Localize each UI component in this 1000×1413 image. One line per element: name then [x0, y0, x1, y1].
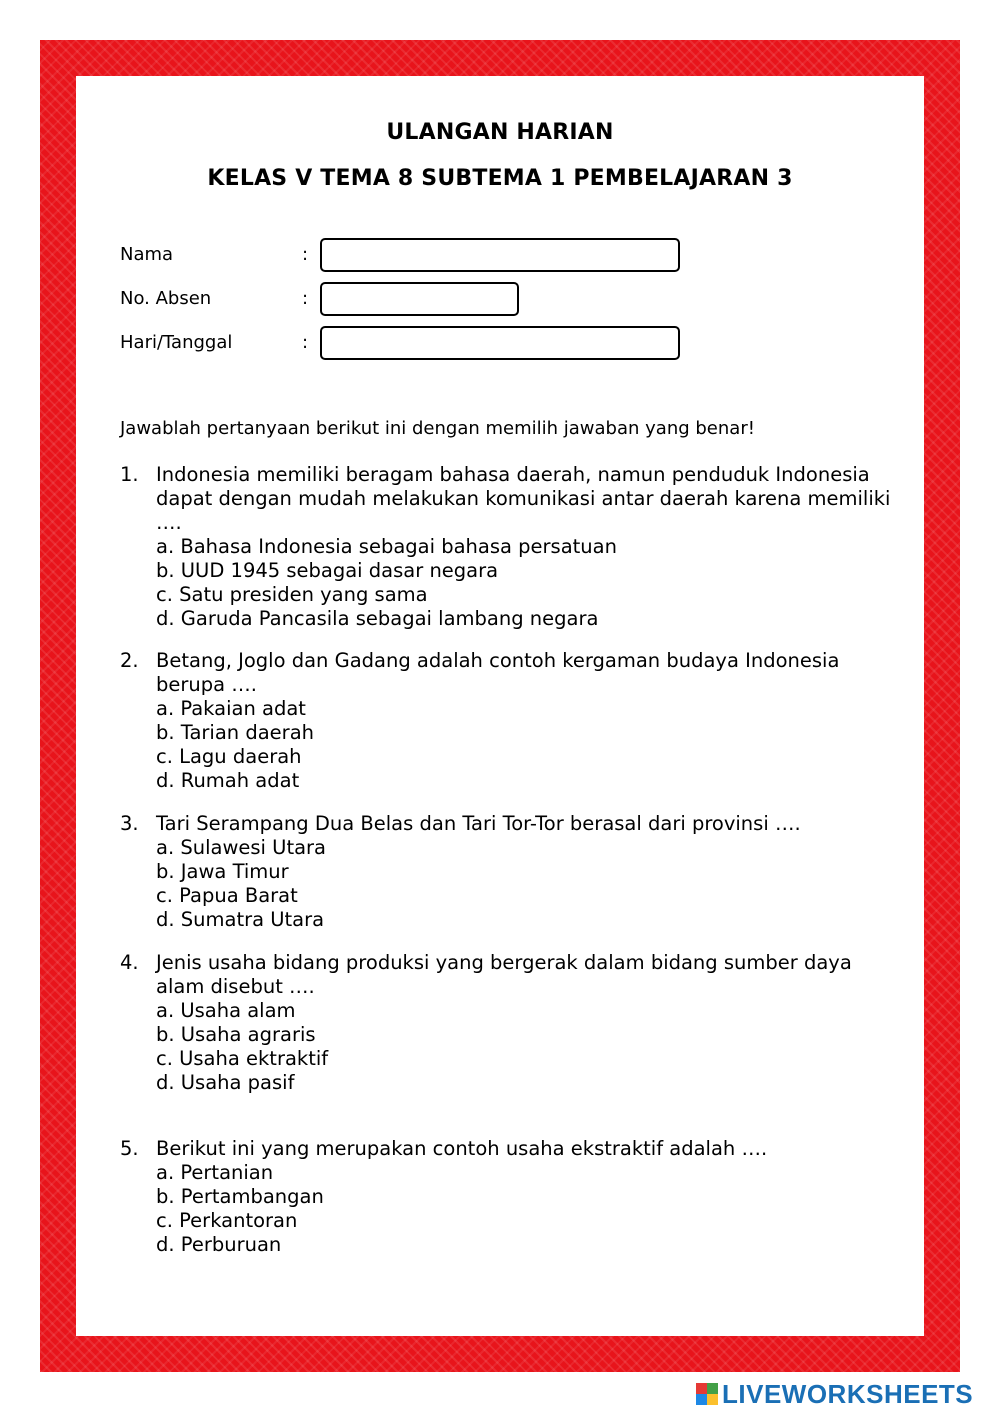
answer-options [156, 697, 314, 793]
nama-colon: : [302, 244, 309, 265]
answer-option-a[interactable]: a. Usaha alam [156, 999, 296, 1022]
question-text: Tari Serampang Dua Belas dan Tari Tor-Tor berasal dari provinsi …. [156, 812, 801, 835]
worksheet-subtitle: KELAS V TEMA 8 SUBTEMA 1 PEMBELAJARAN 3 [207, 166, 793, 191]
answer-option-d[interactable]: d. Perburuan [156, 1233, 282, 1256]
liveworksheets-logo-icon [696, 1383, 718, 1405]
answer-options [156, 535, 617, 631]
answer-option-d[interactable]: d. Garuda Pancasila sebagai lambang negara [156, 607, 599, 630]
answer-option-c[interactable]: c. Satu presiden yang sama [156, 583, 428, 606]
question-text: Indonesia memiliki beragam bahasa daerah, namun penduduk Indonesia dapat dengan mudah melakukan komunikasi antar daerah karena memiliki …. [156, 463, 891, 534]
hari-tanggal-colon: : [302, 332, 309, 353]
answer-options [156, 836, 326, 932]
question-number: 1. [120, 463, 139, 486]
question-text: Betang, Joglo dan Gadang adalah contoh kergaman budaya Indonesia berupa …. [156, 649, 840, 696]
watermark-text: LIVEWORKSHEETS [722, 1378, 974, 1409]
answer-options [156, 999, 328, 1095]
hari-tanggal-input[interactable] [320, 326, 680, 360]
answer-option-a[interactable]: a. Pertanian [156, 1161, 274, 1184]
field-row-hari-tanggal [120, 328, 720, 364]
answer-option-a[interactable]: a. Bahasa Indonesia sebagai bahasa persatuan [156, 535, 617, 558]
answer-option-b[interactable]: b. Pertambangan [156, 1185, 324, 1208]
absen-colon: : [302, 288, 309, 309]
absen-label: No. Absen [120, 288, 212, 309]
answer-option-c[interactable]: c. Lagu daerah [156, 745, 302, 768]
worksheet-title: ULANGAN HARIAN [386, 120, 614, 145]
answer-option-c[interactable]: c. Usaha ektraktif [156, 1047, 329, 1070]
answer-option-a[interactable]: a. Pakaian adat [156, 697, 306, 720]
answer-options [156, 1161, 324, 1257]
answer-option-d[interactable]: d. Sumatra Utara [156, 908, 325, 931]
field-row-nama [120, 240, 720, 276]
question-number: 4. [120, 951, 139, 974]
answer-option-c[interactable]: c. Papua Barat [156, 884, 298, 907]
hari-tanggal-label: Hari/Tanggal [120, 332, 233, 353]
answer-option-b[interactable]: b. UUD 1945 sebagai dasar negara [156, 559, 499, 582]
field-row-absen [120, 284, 720, 320]
answer-option-b[interactable]: b. Jawa Timur [156, 860, 289, 883]
answer-option-d[interactable]: d. Rumah adat [156, 769, 300, 792]
instruction-text: Jawablah pertanyaan berikut ini dengan memilih jawaban yang benar! [120, 418, 755, 439]
liveworksheets-watermark[interactable] [696, 1380, 973, 1408]
nama-label: Nama [120, 244, 174, 265]
nama-input[interactable] [320, 238, 680, 272]
question-number: 3. [120, 812, 139, 835]
answer-option-a[interactable]: a. Sulawesi Utara [156, 836, 327, 859]
answer-option-c[interactable]: c. Perkantoran [156, 1209, 298, 1232]
question-number: 2. [120, 649, 139, 672]
question-text: Jenis usaha bidang produksi yang bergerak dalam bidang sumber daya alam disebut …. [156, 951, 852, 998]
answer-option-d[interactable]: d. Usaha pasif [156, 1071, 295, 1094]
question-number: 5. [120, 1137, 139, 1160]
question-text: Berikut ini yang merupakan contoh usaha ekstraktif adalah …. [156, 1137, 768, 1160]
answer-option-b[interactable]: b. Usaha agraris [156, 1023, 316, 1046]
absen-input[interactable] [320, 282, 519, 316]
answer-option-b[interactable]: b. Tarian daerah [156, 721, 314, 744]
